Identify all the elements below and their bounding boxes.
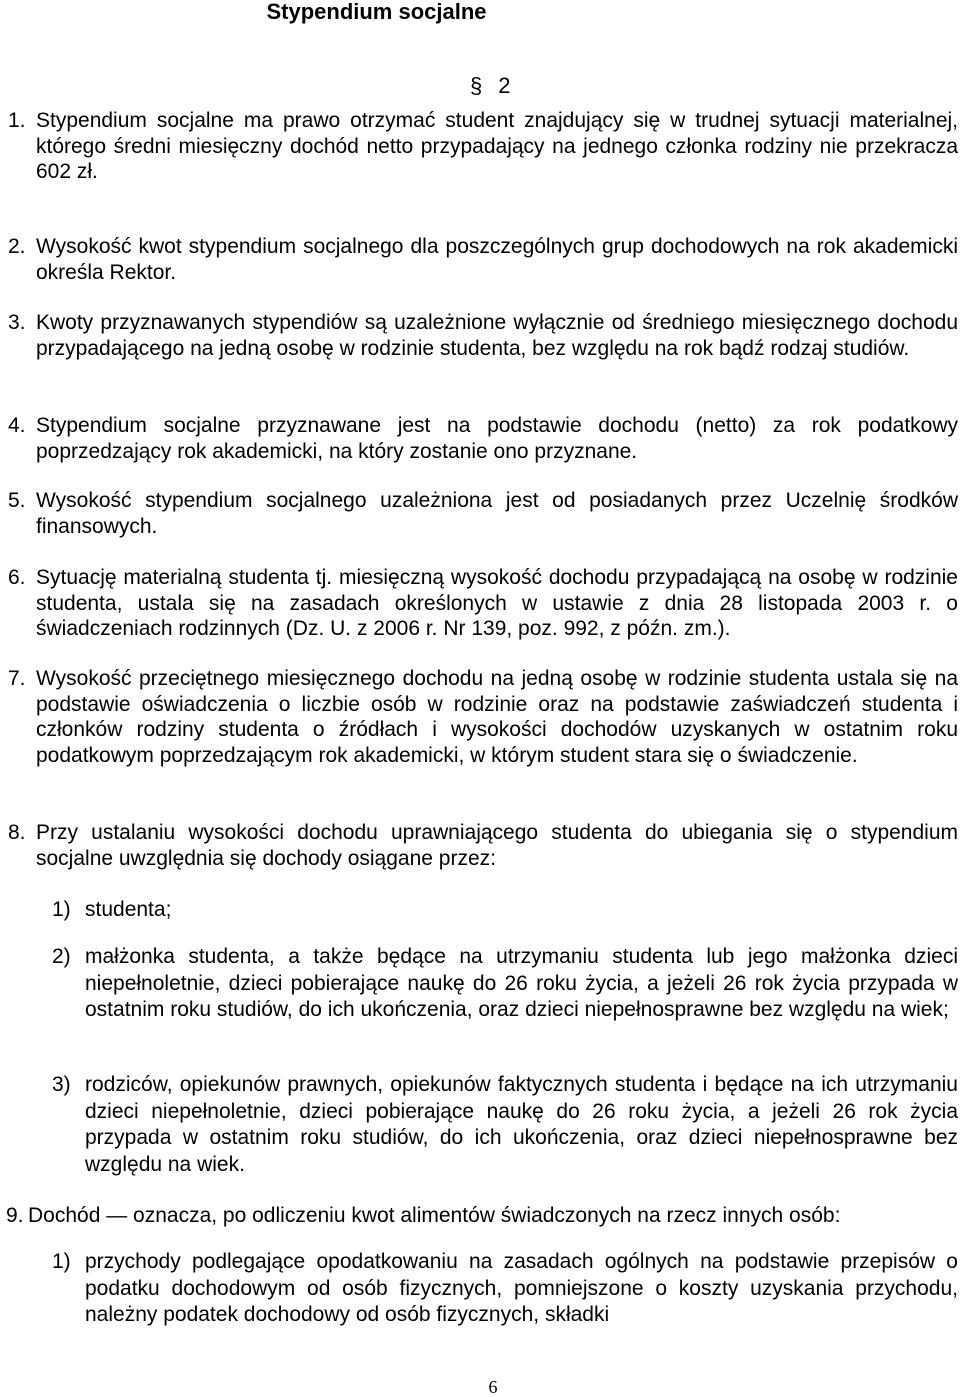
list-item-number: 3) — [52, 1073, 71, 1096]
list-item-text: studenta; — [85, 898, 172, 921]
paragraph-9 — [0, 1203, 960, 1229]
paragraph-text: Stypendium socjalne ma prawo otrzymać student znajdujący się w trudnej sytuacji materialnej, którego średni miesięczny dochód netto przypadający na jednego członka rodziny nie przekracza 602 zł. — [36, 109, 958, 183]
paragraph-number: 7. — [8, 667, 26, 690]
paragraph-number: 9. — [6, 1204, 24, 1227]
paragraph-5 — [0, 488, 960, 539]
paragraph-text: Wysokość stypendium socjalnego uzależniona jest od posiadanych przez Uczelnię środków finansowych. — [36, 489, 958, 538]
list-item-text: rodziców, opiekunów prawnych, opiekunów faktycznych studenta i będące na ich utrzymaniu dzieci niepełnoletnie, dzieci pobierające naukę do 26 roku życia, a jeżeli 26 rok życia przypada w ostatnim roku studiów, do ich ukończenia, oraz dzieci niepełnosprawne bez względu na wiek. — [85, 1073, 958, 1176]
paragraph-text: Przy ustalaniu wysokości dochodu uprawniającego studenta do ubiegania się o stypendium socjalne uwzględnia się dochody osiągane przez: — [36, 821, 958, 870]
paragraph-text: Stypendium socjalne przyznawane jest na podstawie dochodu (netto) za rok podatkowy poprzedzający rok akademicki, na który zostanie ono przyznane. — [36, 414, 958, 463]
paragraph-8 — [0, 820, 960, 871]
paragraph-number: 8. — [8, 821, 26, 844]
list-item-number: 2) — [52, 945, 71, 968]
paragraph-text: Wysokość kwot stypendium socjalnego dla poszczególnych grup dochodowych na rok akademicki określa Rektor. — [36, 235, 958, 284]
paragraph-number: 3. — [8, 311, 26, 334]
section-number: 2 — [498, 73, 511, 98]
paragraph-3 — [0, 310, 960, 361]
paragraph-8-item-2 — [52, 944, 958, 1024]
page-number: 6 — [488, 1377, 498, 1397]
paragraph-8-item-1 — [52, 897, 958, 924]
paragraph-text: Dochód — oznacza, po odliczeniu kwot alimentów świadczonych na rzecz innych osób: — [28, 1204, 841, 1227]
paragraph-number: 1. — [8, 109, 26, 132]
paragraph-8-item-3 — [52, 1072, 958, 1178]
paragraph-7 — [0, 666, 960, 768]
list-item-text: przychody podlegające opodatkowaniu na zasadach ogólnych na podstawie przepisów o podatku dochodowym od osób fizycznych, pomniejszone o koszty uzyskania przychodu, należny podatek dochodowy od osób fizycznych, składki — [85, 1250, 958, 1326]
paragraph-number: 6. — [8, 566, 26, 589]
paragraph-number: 2. — [8, 235, 26, 258]
paragraph-number: 4. — [8, 414, 26, 437]
section-heading — [470, 74, 511, 98]
section-symbol: § — [470, 73, 483, 98]
list-item-number: 1) — [52, 898, 71, 921]
paragraph-number: 5. — [8, 489, 26, 512]
list-item-text: małżonka studenta, a także będące na utrzymaniu studenta lub jego małżonka dzieci niepełnoletnie, dzieci pobierające naukę do 26 roku życia, a jeżeli 26 rok życia przypada w ostatnim roku studiów, do ich ukończenia, oraz dzieci niepełnosprawne bez względu na wiek; — [85, 945, 958, 1021]
paragraph-text: Kwoty przyznawanych stypendiów są uzależnione wyłącznie od średniego miesięcznego dochodu przypadającego na jedną osobę w rodzinie studenta, bez względu na rok bądź rodzaj studiów. — [36, 311, 958, 360]
list-item-number: 1) — [52, 1250, 71, 1273]
document-title: Stypendium socjalne — [266, 0, 487, 24]
paragraph-1 — [0, 108, 960, 185]
paragraph-6 — [0, 565, 960, 642]
paragraph-9-item-1 — [52, 1249, 958, 1329]
paragraph-2 — [0, 234, 960, 285]
paragraph-text: Sytuację materialną studenta tj. miesięczną wysokość dochodu przypadającą na osobę w rodzinie studenta, ustala się na zasadach określonych w ustawie z dnia 28 listopada 2003 r. o świadczeniach rodzinnych (Dz. U. z 2006 r. Nr 139, poz. 992, z późn. zm.). — [36, 566, 958, 640]
paragraph-4 — [0, 413, 960, 464]
paragraph-text: Wysokość przeciętnego miesięcznego dochodu na jedną osobę w rodzinie studenta ustala się na podstawie oświadczenia o liczbie osób w rodzinie oraz na podstawie zaświadczeń studenta i członków rodziny studenta o źródłach i wysokości dochodów uzyskanych w ostatnim roku podatkowym poprzedzającym rok akademicki, w którym student stara się o świadczenie. — [36, 667, 958, 767]
